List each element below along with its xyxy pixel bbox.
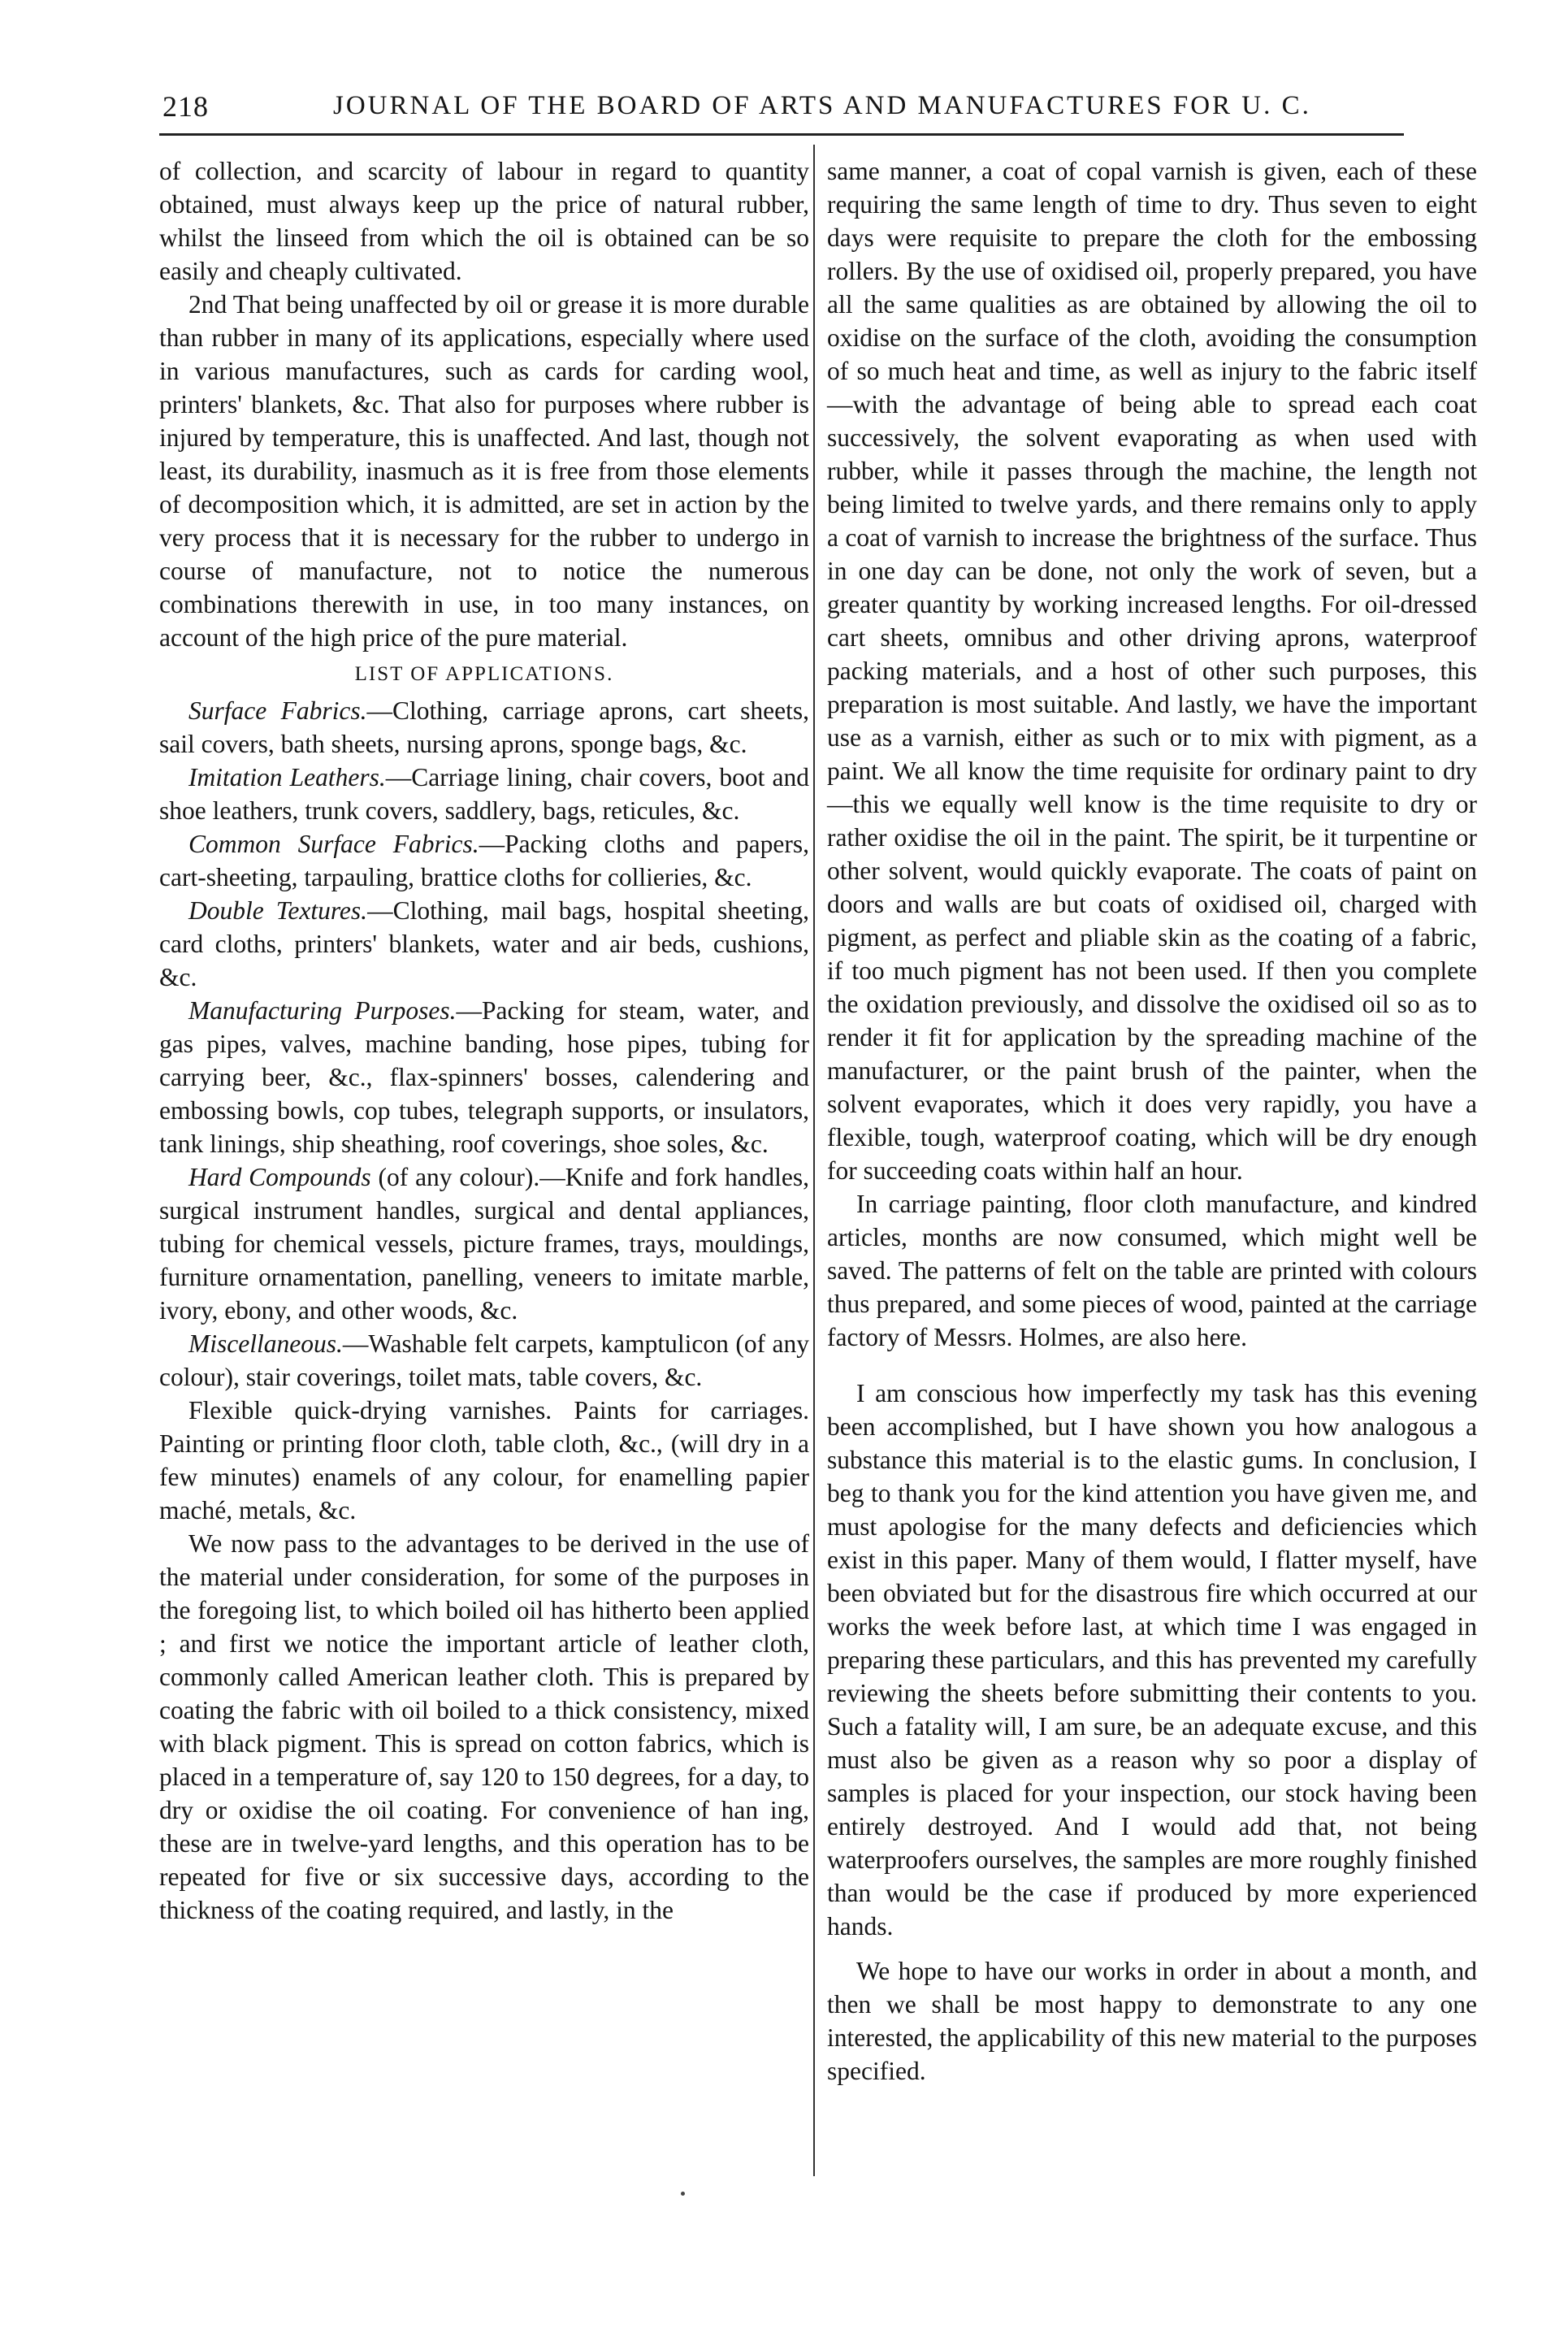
application-lead: Hard Compounds [188, 1163, 371, 1191]
application-lead: Surface Fabrics. [188, 696, 367, 725]
application-text: —Clothing, mail bags, hospital sheeting, card cloths, printers' blankets, water and air beds, cushions, &c. [159, 896, 809, 991]
application-text: —Packing for steam, water, and gas pipes, valves, machine banding, hose pipes, tubing for carrying beer, &c., flax-spinners' bosses, calendering and embossing bowls, cop tubes, telegraph supports, or insulators, tank linings, ship sheathing, roof coverings, shoe soles, &c. [159, 996, 810, 1158]
paragraph: We now pass to the advantages to be derived in the use of the material under consideration, for some of the purposes in the foregoing list, to which boiled oil has hitherto been applied ; and first we notice the important article of leather cloth, commonly called American leather cloth. This is prepared by coating the fabric with oil boiled to a thick consistency, mixed with black pigment. This is spread on cotton fabrics, which is placed in a temperature of, say 120 to 150 degrees, for a day, to dry or oxidise the oil coating. For convenience of han ing, these are in twelve-yard lengths, and this operation has to be repeated for five or six successive days, according to the thickness of the coating required, and lastly, in the [159, 1529, 809, 1924]
application-item [159, 761, 809, 827]
paragraph: same manner, a coat of copal varnish is given, each of these requiring the same length of time to dry. Thus seven to eight days were requisite to prepare the cloth for the embossing rollers. By the use of oxidised oil, properly prepared, you have all the same qualities as are obtained by allowing the oil to oxidise on the surface of the cloth, avoiding the consumption of so much heat and time, as well as injury to the fabric itself—with the advantage of being able to spread each coat successively, the solvent evaporating as when used with rubber, while it passes through the machine, the length not being limited to twelve yards, and there remains only to apply a coat of varnish to increase the brightness of the surface. Thus in one day can be done, not only the work of seven, but a greater quantity by working increased lengths. For oil-dressed cart sheets, omnibus and other driving aprons, waterproof packing materials, and a host of other such purposes, this preparation is most suitable. And lastly, we have the important use as a varnish, either as such or to mix with pigment, as a paint. We all know the time requisite for ordinary paint to dry—this we equally well know is the time requisite to dry or rather oxidise the oil in the paint. The spirit, be it turpentine or other solvent, would quickly evaporate. The coats of paint on doors and walls are but coats of oxidised oil, charged with pigment, as perfect and pliable skin as the coating of a fabric, if too much pigment has not been used. If then you complete the oxidation previously, and dissolve the oxidised oil so as to render it fit for application by the spreading machine of the manufacturer, or the paint brush of the painter, when the solvent evaporates, which it does very rapidly, you have a flexible, tough, waterproof coating, which will be dry enough for succeeding coats within half an hour. [827, 157, 1477, 1185]
page-number: 218 [162, 90, 209, 123]
paragraph: 2nd That being unaffected by oil or grease it is more durable than rubber in many of its applications, especially where used in various manufactures, such as cards for carding wool, printers' blankets, &c. That also for purposes where rubber is injured by temperature, this is unaffected. And last, though not least, its durability, inasmuch as it is free from those elements of decomposition which, it is admitted, are set in action by the very process that it is necessary for the rubber to undergo in course of manufacture, not to notice the numerous combinations therewith in use, in too many instances, on account of the high price of the pure material. [159, 290, 809, 652]
running-title: JOURNAL OF THE BOARD OF ARTS AND MANUFACTURES FOR U. C. [333, 91, 1311, 120]
header-rule [159, 133, 1404, 136]
column-divider [813, 145, 815, 2176]
section-heading: LIST OF APPLICATIONS. [354, 663, 614, 685]
print-mark [681, 2192, 685, 2196]
application-text: —Clothing, carriage aprons, cart sheets, sail covers, bath sheets, nursing aprons, sponge bags, &c. [159, 696, 809, 758]
application-item [159, 894, 809, 994]
application-lead: Imitation Leathers. [188, 763, 386, 791]
right-column [827, 154, 1477, 2088]
application-text: —Washable felt carpets, kamptulicon (of any colour), stair coverings, toilet mats, table covers, &c. [159, 1329, 809, 1391]
application-lead: Double Textures. [188, 896, 368, 925]
application-item [159, 694, 809, 761]
left-column [159, 154, 809, 1927]
application-item [159, 1160, 809, 1327]
application-item [159, 827, 809, 894]
application-item [159, 994, 809, 1160]
paragraph: We hope to have our works in order in about a month, and then we shall be most happy to demonstrate to any one interested, the applicability of this new material to the purposes specified. [827, 1957, 1477, 2085]
application-lead: Miscellaneous. [188, 1329, 343, 1358]
application-text: —Carriage lining, chair covers, boot and shoe leathers, trunk covers, saddlery, bags, reticules, &c. [159, 763, 809, 825]
paragraph: I am conscious how imperfectly my task has this evening been accomplished, but I have shown you how analogous a substance this material is to the elastic gums. In conclusion, I beg to thank you for the kind attention you have given me, and must apologise for the many defects and deficiencies which exist in this paper. Many of them would, I flatter myself, have been obviated but for the disastrous fire which occurred at our works the week before last, at which time I was engaged in preparing these particulars, and this has prevented my carefully reviewing the sheets before submitting their contents to you. Such a fatality will, I am sure, be an adequate excuse, and this must also be given as a reason why so poor a display of samples is placed for your inspection, our stock having been entirely destroyed. And I would add that, not being waterproofers ourselves, the samples are more roughly finished than would be the case if produced by more experienced hands. [827, 1379, 1477, 1941]
paragraph: In carriage painting, floor cloth manufacture, and kindred articles, months are now consumed, which might well be saved. The patterns of felt on the table are printed with colours thus prepared, and some pieces of wood, painted at the carriage factory of Messrs. Holmes, are also here. [827, 1190, 1477, 1351]
paragraph: Flexible quick-drying varnishes. Paints for carriages. Painting or printing floor cloth, table cloth, &c., (will dry in a few minutes) enamels of any colour, for enamelling papier maché, metals, &c. [159, 1396, 809, 1524]
application-item [159, 1327, 809, 1394]
application-text: —Packing cloths and papers, cart-sheeting, tarpauling, brattice cloths for collieries, &c. [159, 830, 809, 891]
application-lead: Manufacturing Purposes. [188, 996, 457, 1025]
paragraph: of collection, and scarcity of labour in regard to quantity obtained, must always keep up the price of natural rubber, whilst the linseed from which the oil is obtained can be so easily and cheaply cultivated. [159, 157, 809, 285]
application-lead: Common Surface Fabrics. [188, 830, 479, 858]
application-text: (of any colour).—Knife and fork handles, surgical instrument handles, surgical and dental appliances, tubing for chemical vessels, picture frames, trays, mouldings, furniture ornamentation, panelling, veneers to imitate marble, ivory, ebony, and other woods, &c. [159, 1163, 809, 1325]
